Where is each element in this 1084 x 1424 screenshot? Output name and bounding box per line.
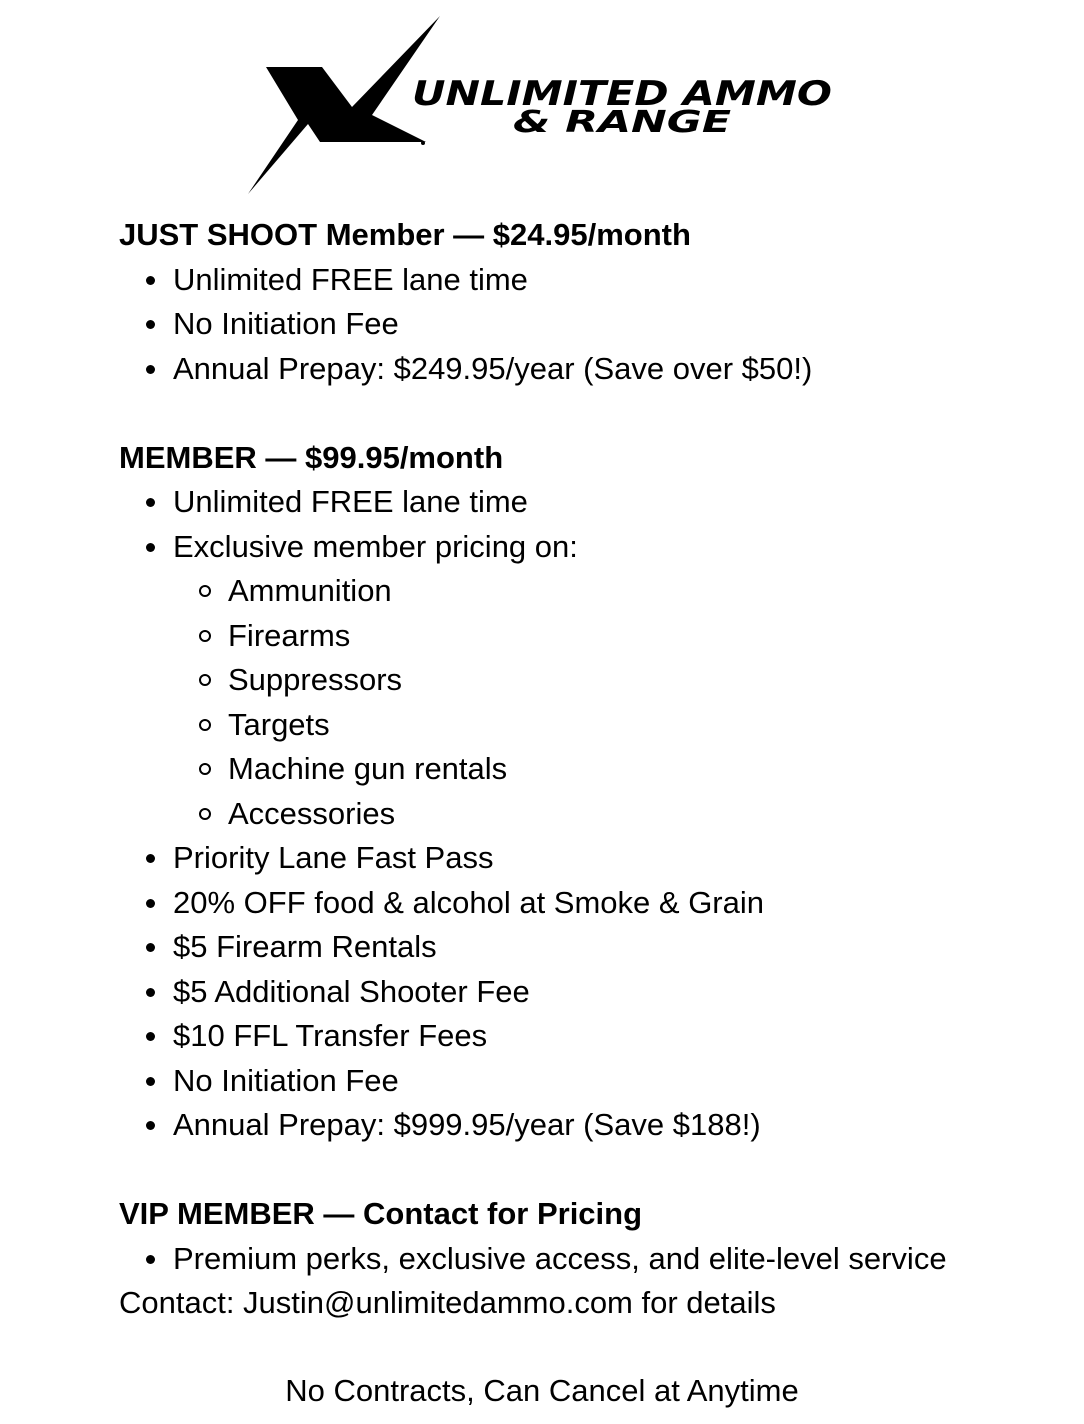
benefit-item: $5 Firearm Rentals (119, 925, 1059, 970)
tier-title-vip: VIP MEMBER — Contact for Pricing (119, 1196, 643, 1231)
benefit-item: Unlimited FREE lane time (119, 258, 1059, 303)
sub-benefit-item: Firearms (119, 614, 1059, 659)
benefit-item: 20% OFF food & alcohol at Smoke & Grain (119, 881, 1059, 926)
logo-text-line2: & RANGE (513, 105, 732, 140)
footer-note: No Contracts, Can Cancel at Anytime (285, 1373, 799, 1408)
membership-list (119, 213, 1059, 1326)
tier-benefits-member (119, 480, 1059, 1148)
sub-benefit-item: Accessories (119, 792, 1059, 837)
benefit-item: Exclusive member pricing on: (119, 525, 1059, 570)
benefit-item: No Initiation Fee (119, 302, 1059, 347)
sub-benefit-item: Machine gun rentals (119, 747, 1059, 792)
sub-benefit-item: Suppressors (119, 658, 1059, 703)
benefit-item: Unlimited FREE lane time (119, 480, 1059, 525)
benefit-item: Priority Lane Fast Pass (119, 836, 1059, 881)
benefit-item: Annual Prepay: $249.95/year (Save over $50!) (119, 347, 1059, 392)
benefit-item: No Initiation Fee (119, 1059, 1059, 1104)
brand-logo (240, 12, 840, 197)
spacer (119, 391, 1059, 436)
sub-benefit-item: Ammunition (119, 569, 1059, 614)
benefit-item: Premium perks, exclusive access, and elite-level service (119, 1237, 1059, 1282)
benefit-item: $10 FFL Transfer Fees (119, 1014, 1059, 1059)
contact-line: Contact: Justin@unlimitedammo.com for details (119, 1285, 776, 1320)
benefit-item: $5 Additional Shooter Fee (119, 970, 1059, 1015)
tier-benefits-vip (119, 1237, 1059, 1282)
tier-title-just-shoot: JUST SHOOT Member — $24.95/month (119, 217, 691, 252)
tier-title-member: MEMBER — $99.95/month (119, 439, 504, 475)
sub-benefit-item: Targets (119, 703, 1059, 748)
spacer (119, 1148, 1059, 1193)
tier-benefits-just-shoot (119, 258, 1059, 392)
benefit-item: Annual Prepay: $999.95/year (Save $188!) (119, 1103, 1059, 1148)
logo-text-line1: UNLIMITED AMMO (412, 74, 832, 114)
